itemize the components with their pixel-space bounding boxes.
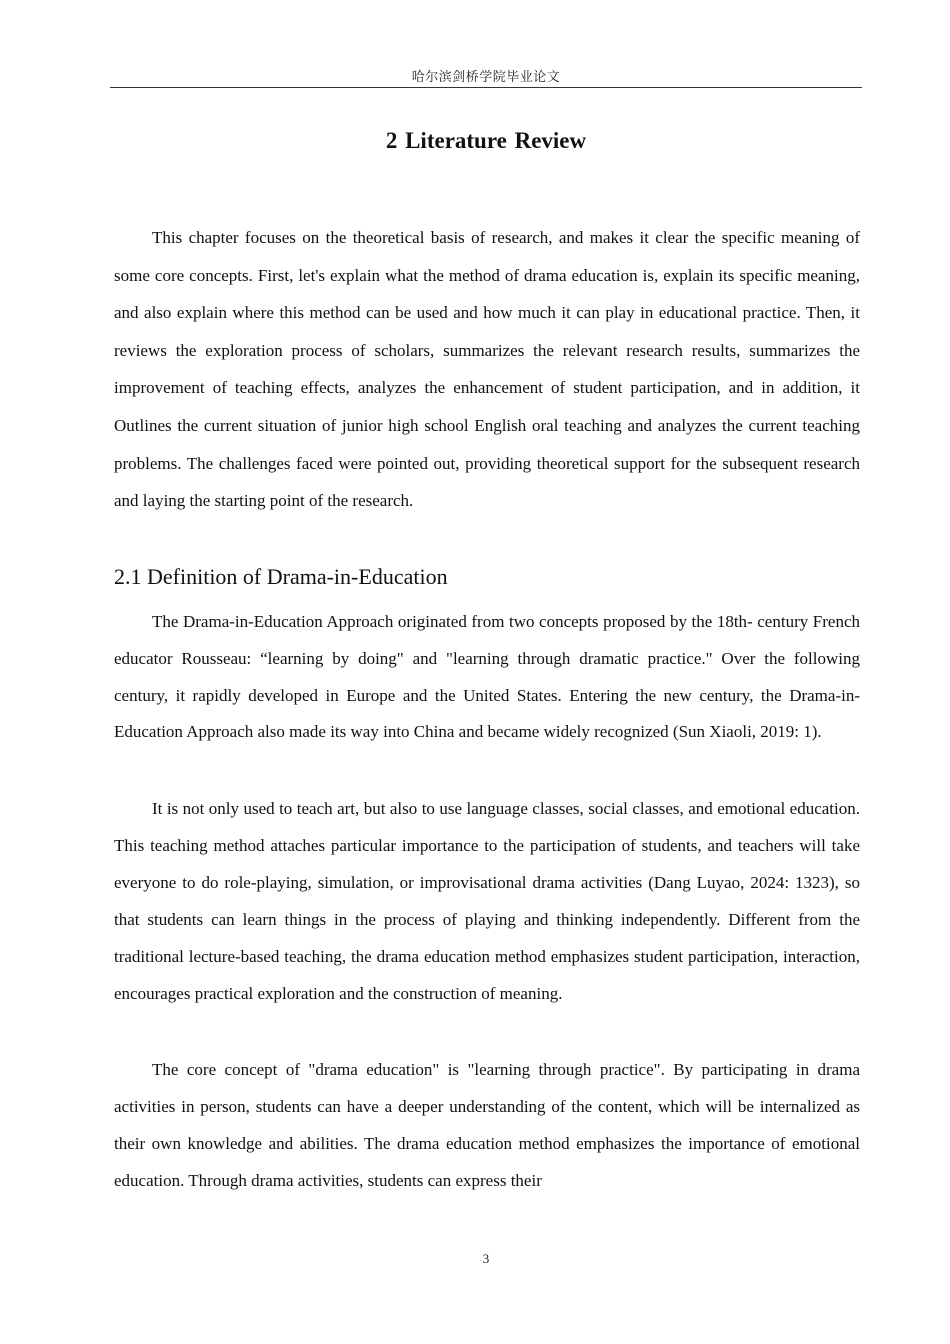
body-paragraph-usage: It is not only used to teach art, but also to use language classes, social classes, and emotional education. This teaching method attaches particular importance to the participation of students, and teachers will take everyone to do role-playing, simulation, or improvisational drama activities (Dang Luyao, 2024: 1323), so that students can learn things in the process of playing and thinking independently. Different from the traditional lecture-based teaching, the drama education method emphasizes student participation, interaction, encourages practical exploration and the construction of meaning.	[114, 799, 860, 1003]
page-number: 3	[482, 1251, 490, 1266]
header-divider	[110, 87, 862, 88]
body-paragraph-origin: The Drama-in-Education Approach originated from two concepts proposed by the 18th- century French educator Rousseau: “learning by doing" and "learning through dramatic practice." Over the following century, it rapidly developed in Europe and the United States. Entering the new century, the Drama-in-Education Approach also made its way into China and became widely recognized (Sun Xiaoli, 2019: 1).	[114, 612, 860, 742]
section-heading: 2.1 Definition of Drama-in-Education	[114, 564, 448, 589]
intro-paragraph: This chapter focuses on the theoretical basis of research, and makes it clear the specific meaning of some core concepts. First, let's explain what the method of drama education is, explain its specific meaning, and also explain where this method can be used and how much it can play in educational practice. Then, it reviews the exploration process of scholars, summarizes the relevant research results, summarizes the improvement of teaching effects, analyzes the enhancement of student participation, and in addition, it Outlines the current situation of junior high school English oral teaching and analyzes the current teaching problems. The challenges faced were pointed out, providing theoretical support for the subsequent research and laying the starting point of the research.	[114, 228, 860, 511]
running-header: 哈尔滨剑桥学院毕业论文	[411, 69, 561, 84]
body-paragraph-core-concept: The core concept of "drama education" is "learning through practice". By participating in drama activities in person, students can have a deeper understanding of the content, which will be internalized as their own knowledge and abilities. The drama education method emphasizes the importance of emotional education. Through drama activities, students can express their	[114, 1060, 860, 1190]
chapter-title: 2 Literature Review	[385, 128, 587, 153]
